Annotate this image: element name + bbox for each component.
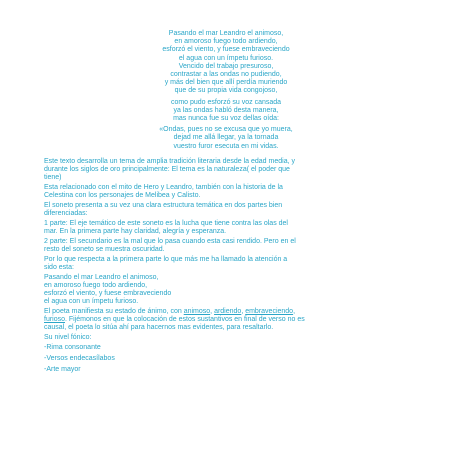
quote-line: en amoroso fuego todo ardiendo, [44,281,148,289]
poem-line: en amoroso fuego todo ardiendo, [174,38,278,46]
separator: , [210,307,215,315]
text-line: causal, el poeta lo sitúa ahí para hacernos mas evidentes, para resaltarlo. [44,324,274,332]
list-item: -Arte mayor [44,366,81,374]
text-line: tiene) [44,174,62,182]
text-line: resto del soneto se muestra oscuridad. [44,246,165,254]
underlined-word: furioso [44,316,66,324]
quote-line: esforzó el viento, y fuese embraveciendo [44,290,172,298]
text-line: Por lo que respecta a la primera parte lo que más me ha llamado la atención a [44,255,288,263]
text-line: mar. En la primera parte hay claridad, alegría y esperanza. [44,228,227,236]
poem-line: contrastar a las ondas no pudiendo, [170,71,282,79]
text-fragment: El poeta manifiesta su estado de ánimo, con [44,307,184,315]
quoted-verses [44,274,416,307]
poem-stanza-3 [100,126,352,151]
poem-line: esforzó el viento, y fuese embraveciendo [162,46,290,54]
poem-line: el agua con un ímpetu furioso. [178,54,274,62]
paragraph-part-2 [44,238,416,254]
quote-line: el agua con un ímpetu furioso. [44,298,139,306]
poem-line: Vencido del trabajo presuroso, [178,62,274,70]
poem-stanza-2 [100,99,352,124]
paragraph-mood [44,308,416,333]
separator: , [241,307,246,315]
paragraph-attention [44,256,416,272]
poem-stanza-1 [100,30,352,96]
poem-line: vuestro furor esecuta en mi vidas. [173,142,279,150]
text-line: Esta relacionado con el mito de Hero y Leandro, también con la historia de la [44,184,283,192]
poem-line: que de su propia vida congojoso, [174,87,278,95]
section-label: Su nivel fónico: [44,334,92,342]
underlined-word: embraveciendo [245,307,294,315]
essay-body [44,158,416,377]
poem-line: dejad me allá llegar, ya la tornada [173,134,279,142]
underlined-word: ardiendo [214,307,242,315]
paragraph-phonetic-title [44,334,416,342]
poem [100,30,352,154]
text-line: 2 parte: El secundario es la mal que lo pasa cuando esta casi rendido. Pero en el [44,237,296,245]
poem-line: Pasando el mar Leandro el animoso, [168,30,284,37]
poem-line: «Ondas, pues no se excusa que yo muera, [159,126,293,134]
paragraph-structure [44,202,416,218]
text-line: diferenciadas: [44,210,88,218]
phonetic-list [44,344,416,375]
paragraph-part-1 [44,220,416,236]
text-line: 1 parte: El eje temático de este soneto es la lucha que tiene contra las olas del [44,219,288,227]
quote-line: Pasando el mar Leandro el animoso, [44,273,159,281]
text-line [44,308,416,316]
text-line: Celestina con los personajes de Melibea y Calisto. [44,192,201,200]
text-line: sido esta: [44,263,74,271]
text-line [44,316,416,324]
poem-line: mas nunca fue su voz dellas oída: [173,115,279,123]
poem-line: ya las ondas habló desta manera, [173,106,279,114]
text-line: El soneto presenta a su vez una clara estructura temática en dos partes bien [44,202,283,210]
list-item: -Versos endecasílabos [44,354,115,362]
paragraph-theme [44,158,416,183]
list-item: -Rima consonante [44,343,101,351]
paragraph-myth [44,184,416,200]
separator: , [293,307,296,315]
underlined-word: animoso [183,307,211,315]
text-line: Este texto desarrolla un tema de amplia tradición literaria desde la edad media, y [44,158,295,165]
poem-line: como pudo esforzó su voz cansada [170,98,282,106]
poem-line: y más del bien que allí perdía muriendo [164,79,288,87]
text-fragment: . Fijémonos en que la colocación de estos sustantivos en final de verso no es [65,316,305,324]
text-line: durante los siglos de oro principalmente: El tema es la naturaleza( el poder que [44,166,290,174]
